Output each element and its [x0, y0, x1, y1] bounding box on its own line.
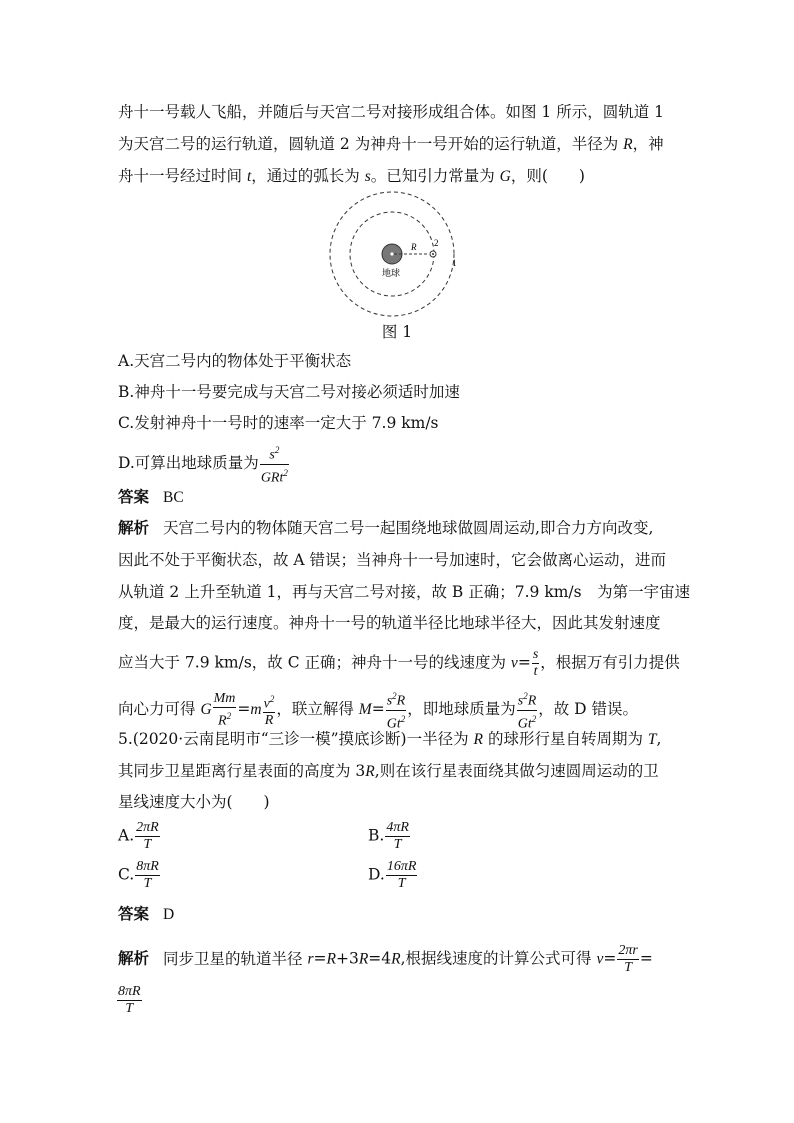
analysis-4-line-6: 向心力可得 G $\frac{Mm}{R^2}$ =m $\frac{v^2}{R}$ ，联立解得 M= $\frac{s^2R}{Gt^2}$ ，即地球质量为 $\frac{s^2R}{Gt^2}$ ，故 D 错误。: [118, 688, 638, 732]
var-s: s: [364, 168, 371, 185]
q5-option-b: [368, 820, 411, 853]
q4-option-b: B.神舟十一号要完成与天宫二号对接必须适时加速: [118, 383, 460, 401]
analysis-4-line-5: 应当大于 7.9 km/s，故 C 正确；神舟十一号的线速度为 v= $\frac{s}{t}$ ，根据万有引力提供: [118, 647, 680, 679]
analysis-label: 解析: [118, 949, 150, 968]
earth-label: 地球: [382, 269, 401, 279]
formula-r: r: [307, 950, 314, 968]
var-G: G: [200, 701, 212, 719]
q4-option-a: A.天宫二号内的物体处于平衡状态: [118, 352, 352, 370]
var-t: t: [246, 168, 252, 185]
var-M: M: [358, 701, 372, 719]
var-R: R: [623, 136, 633, 153]
analysis-4-line-2: 因此不处于平衡状态，故 A 错误；当神舟十一号加速时，它会做离心运动，进而: [118, 551, 667, 569]
intro-line-1: 舟十一号载人飞船，并随后与天宫二号对接形成组合体。如图 1 所示，圆轨道 1: [118, 103, 665, 121]
var-v: v: [596, 950, 604, 968]
option-letter: D.: [368, 865, 385, 884]
formula-4piR-T: $\frac{4\pi R}{T}$: [386, 820, 409, 852]
answer-5: [118, 904, 174, 925]
earth-center-dot: [390, 252, 393, 255]
answer-value: BC: [163, 489, 184, 506]
text: 为天宫二号的运行轨道，圆轨道 2 为神舟十一号开始的运行轨道，半径为: [118, 135, 624, 153]
answer-4: [118, 487, 184, 508]
orbit-1-label: 1: [452, 258, 457, 268]
text: 同步卫星的轨道半径: [163, 949, 308, 968]
analysis-5-line-2: [116, 984, 143, 1017]
analysis-5-line-1: 解析 同步卫星的轨道半径 r=R+3R=4R,根据线速度的计算公式可得 v= $\frac{2\pi r}{T}$ =: [118, 943, 653, 975]
formula-16piR-T: $\frac{16\pi R}{T}$: [386, 859, 417, 891]
text: ，即地球质量为: [407, 700, 516, 719]
formula-Mm-R2: $\frac{Mm}{R^2}$: [213, 690, 236, 729]
text: 向心力可得: [118, 700, 201, 719]
text: D.可算出地球质量为: [118, 454, 259, 473]
answer-value: D: [163, 906, 175, 923]
spacecraft-dot: [432, 253, 434, 255]
text: ,根据线速度的计算公式可得: [400, 949, 597, 968]
var-v: v: [510, 654, 518, 672]
text: 舟十一号经过时间: [118, 167, 247, 185]
q5-line-3: 星线速度大小为( ): [118, 793, 270, 811]
formula-s-over-t: $\frac{s}{t}$: [532, 647, 539, 679]
text: ，根据万有引力提供: [540, 653, 680, 672]
text: 其同步卫星距离行星表面的高度为 3: [118, 762, 366, 780]
formula-M-result: $\frac{s^2R}{Gt^2}$: [386, 688, 407, 732]
intro-line-2: [118, 134, 664, 155]
text: 应当大于 7.9 km/s，故 C 正确；神舟十一号的线速度为: [118, 653, 511, 672]
text: 天宫二号内的物体随天宫二号一起围绕地球做圆周运动,即合力方向改变,: [163, 519, 654, 537]
var-T: T: [647, 731, 657, 748]
text: ，故 D 错误。: [538, 700, 639, 719]
option-letter: B.: [368, 826, 385, 845]
text: ，则( ): [510, 167, 585, 185]
var-m: m: [250, 701, 262, 719]
formula-2piR-T: $\frac{2\pi R}{T}$: [136, 820, 159, 852]
intro-line-3: [118, 166, 585, 187]
formula-result-8piR-T: $\frac{8\pi R}{T}$: [118, 984, 141, 1016]
text: ,则在该行星表面绕其做匀速圆周运动的卫: [374, 762, 659, 780]
text: 。已知引力常量为: [370, 167, 500, 185]
answer-label: 答案: [118, 488, 150, 506]
formula-2pir-T: $\frac{2\pi r}{T}$: [618, 943, 638, 975]
analysis-4-line-4: 度，是最大的运行速度。神舟十一号的轨道半径比地球半径大，因此其发射速度: [118, 614, 661, 632]
var-R: R: [473, 731, 484, 748]
analysis-4-line-1: [118, 518, 653, 538]
text: 的球形行星自转周期为: [483, 730, 648, 748]
formula-mass: $\frac{s^2R}{Gt^2}$: [517, 688, 538, 732]
analysis-label: 解析: [118, 519, 150, 537]
text: ，通过的弧长为: [251, 167, 365, 185]
text: ，联立解得: [276, 700, 359, 719]
answer-label: 答案: [118, 905, 150, 923]
orbit-figure: [320, 190, 480, 318]
q5-option-c: [118, 859, 161, 892]
q5-line-1: 5.(2020·云南昆明市“三诊一模”摸底诊断)一半径为 R 的球形行星自转周期为 T,: [118, 730, 662, 748]
q5-option-a: [118, 820, 161, 853]
formula-s2-GRt2: $\frac{s^2}{GRt^2}$: [260, 442, 289, 486]
radius-label: R: [411, 242, 417, 252]
var-G: G: [499, 168, 511, 185]
text: ，神: [632, 135, 664, 153]
q4-option-c: C.发射神舟十一号时的速率一定大于 7.9 km/s: [118, 414, 439, 432]
q5-option-d: [368, 859, 418, 892]
var-R: R: [365, 763, 375, 780]
analysis-4-line-3: 从轨道 2 上升至轨道 1，再与天宫二号对接，故 B 正确；7.9 km/s 为第一宇宙速: [118, 583, 691, 601]
text: 5.(2020·云南昆明市“三诊一模”摸底诊断)一半径为: [118, 730, 474, 748]
orbit-2-label: 2: [434, 238, 439, 248]
figure-caption: 图 1: [381, 323, 413, 341]
formula-8piR-T: $\frac{8\pi R}{T}$: [136, 859, 159, 891]
option-letter: C.: [118, 865, 135, 884]
q5-line-2: [118, 761, 659, 782]
formula-v2-R: $\frac{v^2}{R}$: [263, 691, 276, 730]
option-letter: A.: [118, 826, 135, 845]
q4-option-d: [118, 442, 290, 486]
